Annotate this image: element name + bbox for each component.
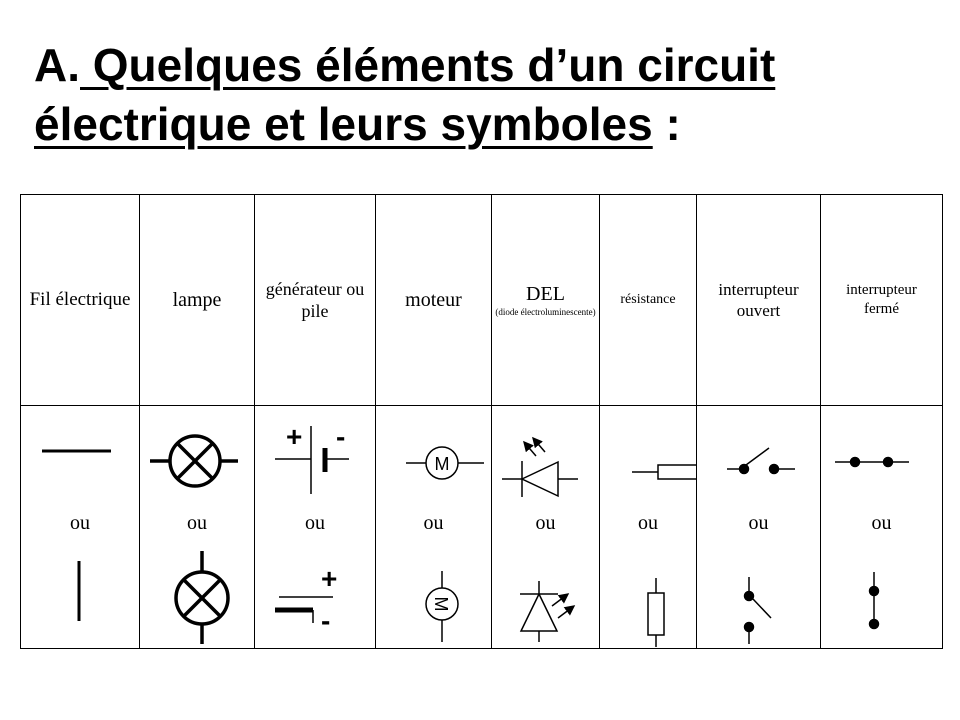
header-label: moteur (405, 288, 462, 311)
page-title (34, 36, 934, 154)
header-row (21, 195, 943, 406)
symbols-row (21, 406, 943, 649)
motor-letter: M (434, 454, 450, 474)
header-motor (376, 195, 492, 406)
header-label: résistance (620, 292, 676, 308)
header-open-switch (697, 195, 821, 406)
minus-sign: - (336, 421, 346, 452)
header-label: Fil électrique (29, 289, 131, 311)
symbol-cell-motor (376, 406, 492, 649)
symbol-cell-wire (21, 406, 140, 649)
motor-letter: M (431, 596, 451, 612)
symbols-table (20, 194, 943, 649)
header-label: générateur ou pile (265, 278, 365, 321)
plus-sign: + (286, 421, 303, 452)
or-label: ou (70, 512, 90, 534)
header-wire (21, 195, 140, 406)
plus-sign: + (321, 563, 338, 594)
header-closed-switch (821, 195, 943, 406)
title-prefix: A. (34, 39, 80, 91)
symbol-cell-closed-switch (821, 406, 943, 649)
or-label: ou (871, 512, 892, 534)
header-generator (255, 195, 376, 406)
or-label: ou (187, 512, 207, 534)
minus-sign: - (321, 605, 331, 636)
header-label: interrupteur ouvert (718, 279, 799, 320)
header-label: lampe (172, 288, 222, 311)
or-label: ou (638, 512, 658, 534)
symbol-cell-lamp (140, 406, 255, 649)
symbol-cell-generator (255, 406, 376, 649)
header-sublabel: (diode électroluminescente) (495, 307, 596, 318)
header-led (492, 195, 600, 406)
symbol-cell-resistor (600, 406, 697, 649)
header-lamp (140, 195, 255, 406)
title-suffix: : (652, 98, 681, 150)
or-label: ou (423, 512, 444, 534)
header-label: DEL (526, 283, 565, 306)
symbol-cell-led (492, 406, 600, 649)
or-label: ou (535, 512, 556, 534)
or-label: ou (305, 512, 325, 534)
header-resistor (600, 195, 697, 406)
header-label: interrupteur fermé (846, 282, 917, 317)
symbol-cell-open-switch (697, 406, 821, 649)
or-label: ou (748, 512, 769, 534)
title-main: Quelques éléments d’un circuit électrique et leurs symboles (34, 39, 776, 150)
